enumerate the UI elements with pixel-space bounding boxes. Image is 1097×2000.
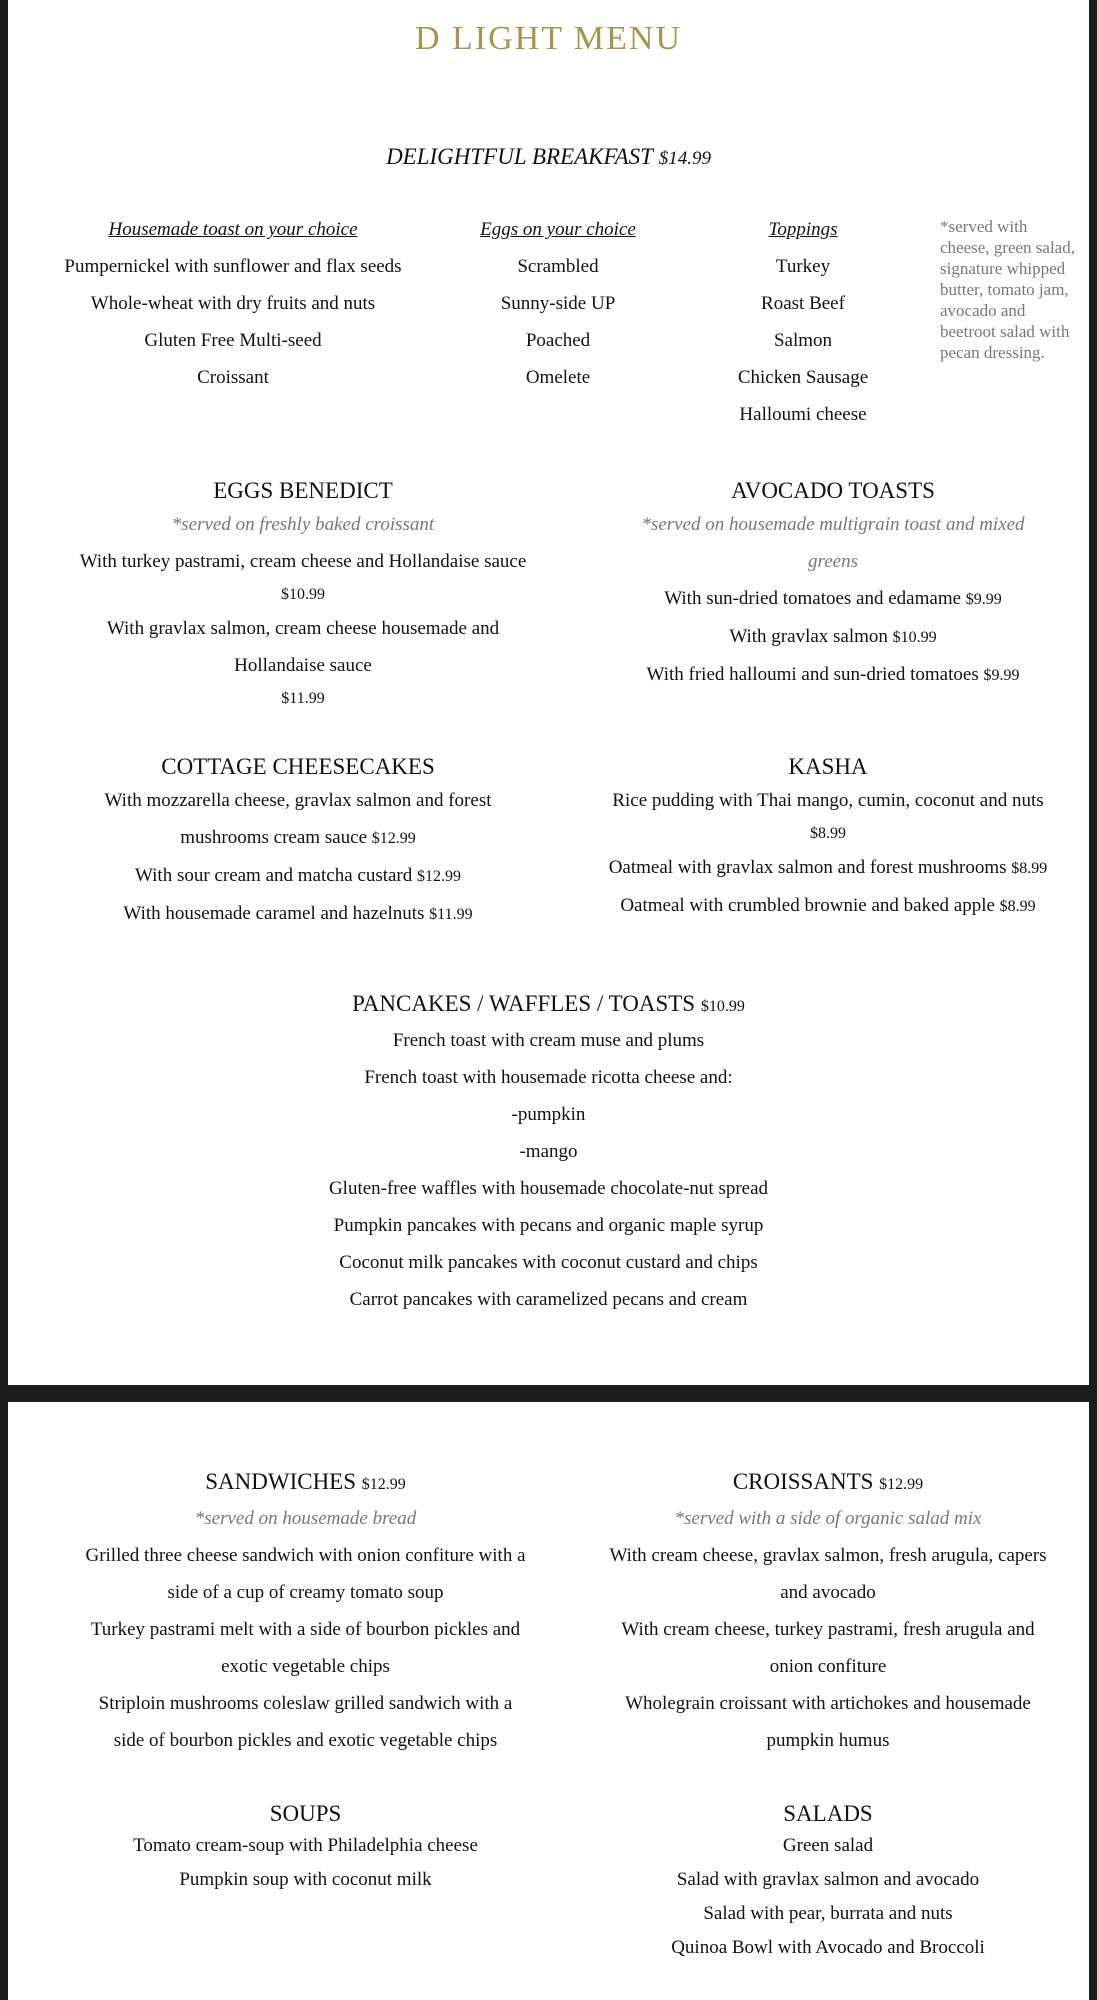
- list-item: Salmon: [773, 330, 833, 351]
- section-pancakes: [8, 989, 1089, 1318]
- section-title: KASHA: [788, 754, 868, 779]
- item-text: Oatmeal with gravlax salmon and forest mushrooms: [608, 857, 1007, 878]
- section-title: EGGS BENEDICT: [213, 478, 393, 503]
- item-price: $12.99: [371, 830, 416, 847]
- menu-item: Striploin mushrooms coleslaw grilled sandwich with a: [98, 1693, 513, 1714]
- menu-item: With mozzarella cheese, gravlax salmon and forest: [104, 790, 492, 811]
- menu-item: [563, 849, 1089, 887]
- menu-item: Grilled three cheese sandwich with onion confiture with a: [85, 1545, 526, 1566]
- menu-item: [573, 580, 1089, 618]
- menu-item: Coconut milk pancakes with coconut custard and chips: [339, 1252, 758, 1273]
- menu-item: With gravlax salmon, cream cheese housemade and: [106, 618, 500, 639]
- menu-item: exotic vegetable chips: [221, 1656, 390, 1677]
- menu-item: Salad with pear, burrata and nuts: [703, 1903, 953, 1924]
- section-title-text: SANDWICHES: [205, 1469, 357, 1494]
- list-item: Scrambled: [517, 256, 599, 277]
- list-item: Sunny-side UP: [500, 293, 616, 314]
- list-item: Roast Beef: [761, 293, 845, 314]
- item-price: $10.99: [892, 629, 937, 646]
- item-price: $8.99: [1011, 860, 1048, 877]
- item-price: $9.99: [965, 591, 1002, 608]
- menu-item: [28, 857, 568, 895]
- menu-item: With cream cheese, gravlax salmon, fresh arugula, capers: [609, 1545, 1047, 1566]
- menu-item: [28, 895, 568, 933]
- item-text: With sour cream and matcha custard: [134, 865, 413, 886]
- item-price: $8.99: [810, 825, 846, 842]
- breakfast-price: $14.99: [658, 148, 711, 169]
- menu-item: [28, 819, 568, 857]
- section-note: *served on housemade multigrain toast and mixed: [641, 514, 1025, 535]
- breakfast-title: [8, 144, 1089, 170]
- menu-item: Salad with gravlax salmon and avocado: [676, 1869, 980, 1890]
- list-item: Turkey: [775, 256, 831, 277]
- item-text: mushrooms cream sauce: [180, 827, 368, 848]
- section-title: [563, 1467, 1089, 1500]
- menu-item: French toast with housemade ricotta cheese and:: [364, 1067, 733, 1088]
- section-kasha: [563, 752, 1089, 925]
- section-title: SALADS: [783, 1801, 873, 1826]
- menu-item: French toast with cream muse and plums: [392, 1030, 705, 1051]
- section-cottage-cheesecakes: [28, 752, 568, 933]
- menu-item: Quinoa Bowl with Avocado and Broccoli: [671, 1937, 985, 1958]
- menu-item: [573, 656, 1089, 694]
- section-title: SOUPS: [269, 1801, 342, 1826]
- section-title-text: PANCAKES / WAFFLES / TOASTS: [352, 991, 696, 1016]
- menu-page-2: [8, 1402, 1089, 2000]
- breakfast-column-toast: [28, 211, 438, 396]
- item-price: $9.99: [983, 667, 1020, 684]
- menu-item: -pumpkin: [511, 1104, 586, 1125]
- list-item: Pumpernickel with sunflower and flax seeds: [64, 256, 402, 277]
- section-note: *served on housemade bread: [194, 1508, 417, 1529]
- column-head: Housemade toast on your choice: [108, 219, 358, 240]
- section-note: greens: [808, 551, 858, 572]
- section-note: *served on freshly baked croissant: [171, 514, 435, 535]
- list-item: Omelete: [525, 367, 591, 388]
- section-price: $12.99: [879, 1476, 924, 1493]
- section-sandwiches: [28, 1467, 583, 1759]
- breakfast-column-toppings: [698, 211, 908, 433]
- list-item: Croissant: [197, 367, 269, 388]
- menu-page-1: [8, 0, 1089, 1385]
- list-item: Halloumi cheese: [739, 404, 867, 425]
- menu-item: Pumpkin soup with coconut milk: [179, 1869, 432, 1890]
- item-text: With sun-dried tomatoes and edamame: [664, 588, 962, 609]
- menu-item: Hollandaise sauce: [234, 655, 372, 676]
- section-title: [8, 989, 1089, 1022]
- menu-item: Rice pudding with Thai mango, cumin, coconut and nuts: [612, 790, 1044, 811]
- menu-item: Wholegrain croissant with artichokes and housemade: [625, 1693, 1031, 1714]
- section-soups: [28, 1799, 583, 1897]
- menu-item: onion confiture: [769, 1656, 887, 1677]
- menu-item: Turkey pastrami melt with a side of bourbon pickles and: [90, 1619, 521, 1640]
- column-head: Toppings: [768, 219, 838, 240]
- breakfast-note: *served with cheese, green salad, signature whipped butter, tomato jam, avocado and beetroot salad with pecan dressing.: [940, 217, 1075, 362]
- list-item: Chicken Sausage: [737, 367, 869, 388]
- item-price: $12.99: [417, 868, 461, 885]
- menu-item: side of bourbon pickles and exotic vegetable chips: [113, 1730, 498, 1751]
- list-item: Gluten Free Multi-seed: [144, 330, 322, 351]
- menu-item: side of a cup of creamy tomato soup: [167, 1582, 444, 1603]
- menu-item: and avocado: [780, 1582, 876, 1603]
- menu-item: Pumpkin pancakes with pecans and organic maple syrup: [333, 1215, 764, 1236]
- menu-item: [563, 887, 1089, 925]
- section-salads: [563, 1799, 1089, 1965]
- section-title: [28, 1467, 583, 1500]
- menu-item: Carrot pancakes with caramelized pecans and cream: [349, 1289, 748, 1310]
- section-note: *served with a side of organic salad mix: [674, 1508, 982, 1529]
- section-title-text: CROISSANTS: [732, 1469, 874, 1494]
- section-avocado-toasts: [573, 476, 1089, 694]
- section-eggs-benedict: [28, 476, 578, 714]
- item-text: Oatmeal with crumbled brownie and baked apple: [620, 895, 995, 916]
- menu-item: [573, 618, 1089, 656]
- column-head: Eggs on your choice: [480, 219, 636, 240]
- section-croissants: [563, 1467, 1089, 1759]
- item-text: With housemade caramel and hazelnuts: [123, 903, 425, 924]
- item-price: $8.99: [999, 898, 1036, 915]
- breakfast-title-text: DELIGHTFUL BREAKFAST: [386, 144, 653, 169]
- section-price: $10.99: [700, 998, 745, 1015]
- menu-item: Gluten-free waffles with housemade chocolate-nut spread: [328, 1178, 769, 1199]
- menu-item: Green salad: [782, 1835, 874, 1856]
- item-price: $11.99: [429, 906, 473, 923]
- breakfast-column-eggs: [438, 211, 678, 396]
- menu-item: With cream cheese, turkey pastrami, fresh arugula and: [621, 1619, 1035, 1640]
- section-title: AVOCADO TOASTS: [731, 478, 935, 503]
- menu-item: -mango: [519, 1141, 578, 1162]
- section-title: COTTAGE CHEESECAKES: [161, 754, 435, 779]
- item-price: $10.99: [281, 586, 325, 603]
- list-item: Whole-wheat with dry fruits and nuts: [90, 293, 376, 314]
- section-price: $12.99: [361, 1476, 406, 1493]
- menu-item: pumpkin humus: [766, 1730, 890, 1751]
- menu-item: Tomato cream-soup with Philadelphia cheese: [133, 1835, 478, 1856]
- menu-title: D LIGHT MENU: [414, 20, 682, 57]
- item-text: With gravlax salmon: [729, 626, 888, 647]
- item-text: With fried halloumi and sun-dried tomatoes: [646, 664, 979, 685]
- item-price: $11.99: [281, 690, 325, 707]
- menu-item: With turkey pastrami, cream cheese and Hollandaise sauce: [79, 551, 527, 572]
- list-item: Poached: [525, 330, 591, 351]
